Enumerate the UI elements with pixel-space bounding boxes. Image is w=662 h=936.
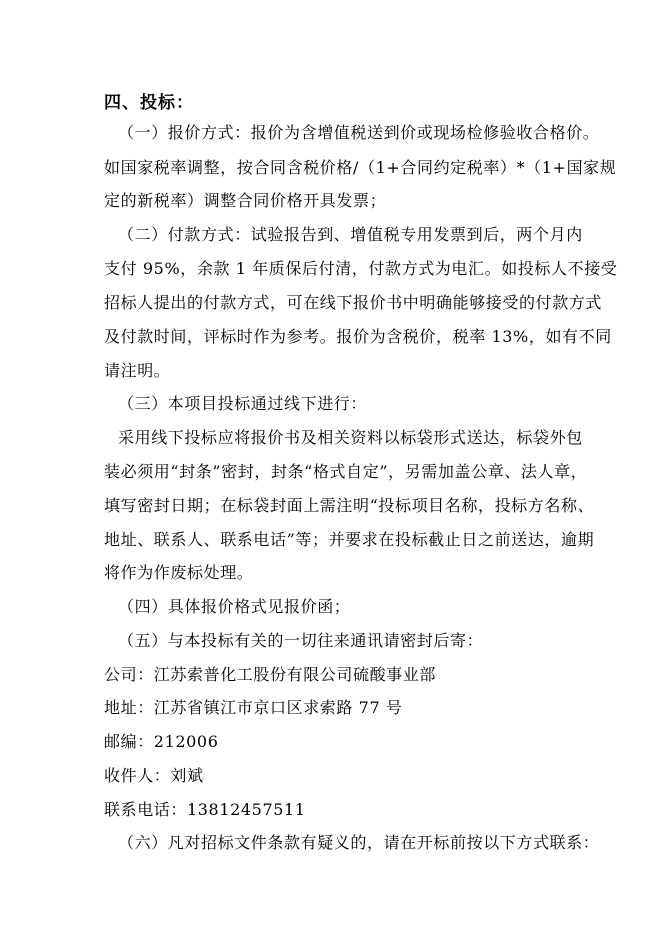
- contact-phone: 联系电话：13812457511: [104, 800, 306, 819]
- paragraph-line: （四）具体报价格式见报价函；: [118, 597, 351, 616]
- paragraph-line: 支付 95%，余款 1 年质保后付清，付款方式为电汇。如投标人不接受: [104, 259, 618, 278]
- contact-recipient: 收件人：刘斌: [104, 766, 204, 785]
- paragraph-line: 请注明。: [104, 361, 171, 380]
- paragraph-line: （三）本项目投标通过线下进行：: [118, 394, 368, 413]
- paragraph-line: 招标人提出的付款方式，可在线下报价书中明确能够接受的付款方式: [104, 293, 603, 312]
- paragraph-line: （五）与本投标有关的一切往来通讯请密封后寄：: [118, 631, 484, 650]
- paragraph-line: 装必须用“封条”密封，封条“格式自定”，另需加盖公章、法人章，: [104, 462, 588, 481]
- paragraph-line: 及付款时间，评标时作为参考。报价为含税价，税率 13%，如有不同: [104, 327, 612, 346]
- paragraph-line: 如国家税率调整，按合同含税价格/（1+合同约定税率）*（1+国家规: [104, 158, 617, 177]
- section-heading: 四、投标：: [104, 93, 194, 113]
- contact-company: 公司：江苏索普化工股份有限公司硫酸事业部: [104, 665, 437, 684]
- closing-line: （六）凡对招标文件条款有疑义的，请在开标前按以下方式联系：: [118, 833, 600, 852]
- contact-postcode: 邮编：212006: [104, 732, 219, 751]
- paragraph-line: 填写密封日期；在标袋封面上需注明“投标项目名称，投标方名称、: [104, 496, 595, 515]
- paragraph-line: （二）付款方式：试验报告到、增值税专用发票到后，两个月内: [118, 225, 583, 244]
- paragraph-line: 将作为作废标处理。: [104, 563, 254, 582]
- paragraph-line: （一）报价方式：报价为含增值税送到价或现场检修验收合格价。: [118, 123, 600, 142]
- paragraph-line: 定的新税率）调整合同价格开具发票；: [104, 191, 387, 210]
- paragraph-line: 地址、联系人、联系电话”等；并要求在投标截止日之前送达，逾期: [104, 530, 595, 549]
- paragraph-line: 采用线下投标应将报价书及相关资料以标袋形式送达，标袋外包: [118, 428, 583, 447]
- contact-address: 地址：江苏省镇江市京口区求索路 77 号: [104, 698, 403, 717]
